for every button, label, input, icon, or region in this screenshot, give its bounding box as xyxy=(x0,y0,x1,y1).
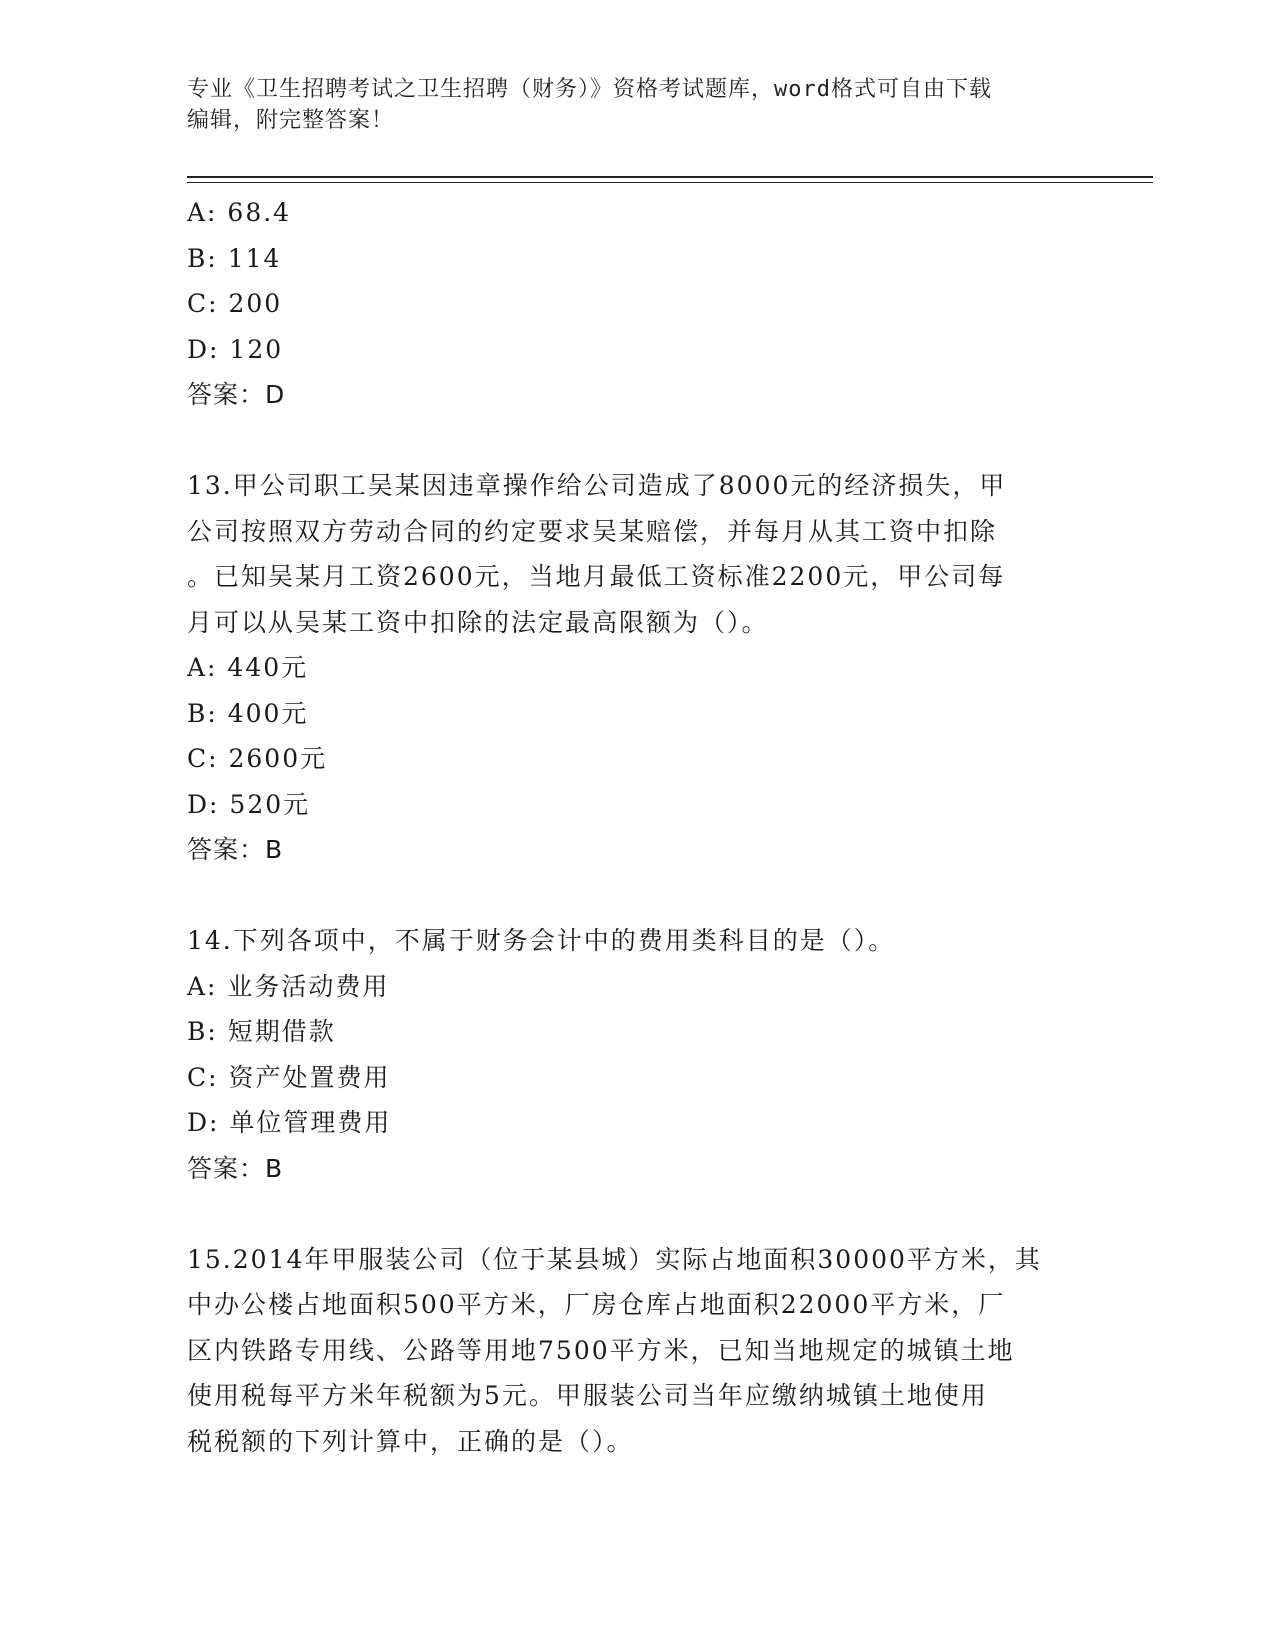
answer-line: 答案：B xyxy=(187,1153,284,1183)
header-line-2: 编辑，附完整答案！ xyxy=(187,108,395,133)
option-b: B: 400元 xyxy=(187,698,309,728)
question-list xyxy=(187,190,1087,1464)
question-block-15 xyxy=(187,1237,1087,1465)
question-stem-line: 15.2014年甲服装公司（位于某县城）实际占地面积30000平方米，其 xyxy=(187,1244,1042,1274)
question-stem-line: 月可以从吴某工资中扣除的法定最高限额为（）。 xyxy=(187,607,769,637)
option-d: D: 520元 xyxy=(187,789,311,819)
spacer xyxy=(187,1191,1087,1237)
option-a: A: 68.4 xyxy=(187,198,292,227)
option-c: C: 资产处置费用 xyxy=(187,1062,391,1092)
question-block-13 xyxy=(187,463,1087,873)
option-a: A: 业务活动费用 xyxy=(187,971,390,1001)
question-stem-line: 税税额的下列计算中，正确的是（）。 xyxy=(187,1426,634,1456)
option-a: A: 440元 xyxy=(187,653,309,682)
option-c: C: 200 xyxy=(187,289,283,318)
answer-line: 答案：D xyxy=(187,380,286,409)
question-stem-line: 14.下列各项中，不属于财务会计中的费用类科目的是（）。 xyxy=(187,926,896,955)
option-b: B: 114 xyxy=(187,243,282,273)
header-rule-thick xyxy=(187,176,1153,178)
spacer xyxy=(187,873,1087,919)
spacer xyxy=(187,418,1087,464)
question-stem-line: 中办公楼占地面积500平方米，厂房仓库占地面积22000平方米，厂 xyxy=(187,1290,1006,1319)
question-stem-line: 区内铁路专用线、公路等用地7500平方米，已知当地规定的城镇土地 xyxy=(187,1335,1015,1365)
option-d: D: 120 xyxy=(187,334,284,364)
question-block-12 xyxy=(187,190,1087,418)
header-rule-thin xyxy=(187,182,1153,183)
question-stem-line: 使用税每平方米年税额为5元。甲服装公司当年应缴纳城镇土地使用 xyxy=(187,1381,988,1410)
option-b: B: 短期借款 xyxy=(187,1017,336,1046)
answer-line: 答案：B xyxy=(187,835,284,864)
option-d: D: 单位管理费用 xyxy=(187,1108,392,1137)
question-stem-line: 13.甲公司职工吴某因违章操作给公司造成了8000元的经济损失，甲 xyxy=(187,471,1007,500)
question-stem-line: 公司按照双方劳动合同的约定要求吴某赔偿，并每月从其工资中扣除 xyxy=(187,516,998,546)
document-header xyxy=(187,74,1067,136)
header-line-1: 专业《卫生招聘考试之卫生招聘（财务）》资格考试题库，word格式可自由下载 xyxy=(187,77,992,102)
question-stem-line: 。已知吴某月工资2600元，当地月最低工资标准2200元，甲公司每 xyxy=(187,562,1006,591)
option-c: C: 2600元 xyxy=(187,744,328,773)
question-block-14 xyxy=(187,918,1087,1191)
